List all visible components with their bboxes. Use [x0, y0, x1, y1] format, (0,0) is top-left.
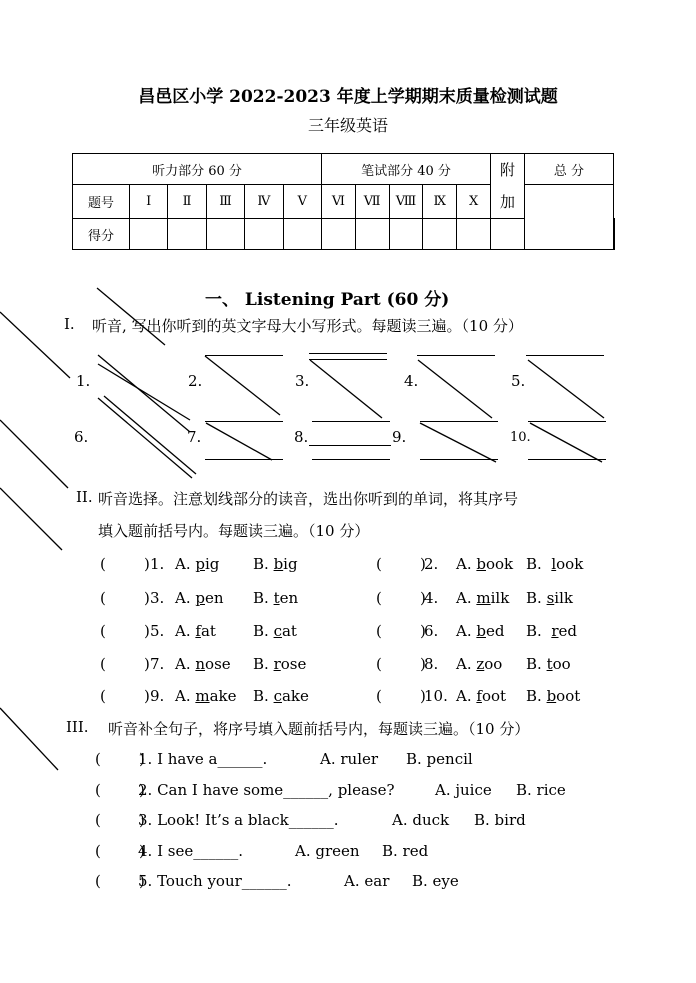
question-number: 2.: [424, 555, 439, 573]
option-b[interactable]: [526, 655, 571, 673]
option-b[interactable]: [526, 589, 573, 607]
score-table: [72, 153, 615, 250]
option-b[interactable]: [526, 622, 577, 640]
answer-paren[interactable]: ( ): [95, 750, 145, 768]
answer-blank[interactable]: [309, 444, 391, 446]
option-a-prefix: A.: [175, 687, 196, 705]
part3-instruction: 听音补全句子，将序号填入题前括号内，每题读三遍。（10 分）: [108, 720, 530, 738]
option-a-underlined: m: [476, 589, 491, 607]
option-b-prefix: B.: [253, 687, 274, 705]
option-b-prefix: B.: [526, 655, 547, 673]
section-listening-heading: 一、 Listening Part (60 分): [205, 290, 450, 310]
option-b[interactable]: [253, 687, 309, 705]
option-a[interactable]: [456, 622, 504, 640]
option-a-underlined: b: [476, 622, 486, 640]
option-a[interactable]: [456, 655, 502, 673]
question-sentence: 5. Touch your______.: [138, 872, 292, 890]
option-b[interactable]: [526, 687, 580, 705]
option-a-prefix: A.: [175, 589, 196, 607]
extra-score-cell[interactable]: [614, 219, 615, 250]
option-a[interactable]: [175, 655, 231, 673]
option-b-rest: ake: [281, 687, 309, 705]
option-b[interactable]: B. eye: [412, 872, 459, 890]
option-b-rest: ilk: [554, 589, 573, 607]
option-a-rest: ose: [205, 655, 231, 673]
option-a-underlined: b: [476, 555, 486, 573]
extra-header: [491, 154, 525, 219]
row-label-number: 题号: [73, 185, 130, 219]
item-number: 10.: [510, 430, 531, 445]
option-a-rest: ook: [485, 555, 514, 573]
answer-paren[interactable]: ( ): [95, 811, 145, 829]
option-b[interactable]: B. rice: [516, 781, 566, 799]
answer-blank[interactable]: [528, 420, 606, 422]
option-b-rest: ed: [558, 622, 577, 640]
option-b-rest: ook: [556, 555, 584, 573]
option-b[interactable]: [253, 655, 306, 673]
option-b-underlined: r: [551, 622, 559, 640]
item-number: 4.: [404, 372, 419, 390]
col-numeral: Ⅹ: [457, 185, 491, 219]
option-a-underlined: p: [195, 589, 205, 607]
question-number: 1.: [150, 555, 165, 573]
option-a-underlined: f: [476, 687, 482, 705]
option-a[interactable]: [456, 589, 509, 607]
option-a-prefix: A.: [456, 687, 477, 705]
option-a-rest: at: [200, 622, 216, 640]
row-label-score: 得分: [73, 219, 130, 250]
answer-blank[interactable]: [526, 354, 604, 356]
option-b-underlined: b: [546, 687, 557, 705]
option-b[interactable]: B. red: [382, 842, 429, 860]
option-a-underlined: z: [476, 655, 485, 673]
part2-instruction-line1: 听音选择。注意划线部分的读音，选出你听到的单词，将其序号: [98, 490, 519, 508]
answer-paren[interactable]: ( ): [95, 781, 145, 799]
option-a[interactable]: [456, 555, 513, 573]
option-a-prefix: A.: [456, 622, 477, 640]
part2-label: II.: [76, 488, 93, 506]
answer-blank[interactable]: [312, 420, 390, 422]
option-a[interactable]: [175, 555, 219, 573]
col-numeral: Ⅰ: [130, 185, 168, 219]
option-a-underlined: p: [195, 555, 205, 573]
col-numeral: Ⅴ: [283, 185, 321, 219]
answer-paren[interactable]: ( ): [95, 842, 145, 860]
score-cell[interactable]: [245, 219, 283, 250]
option-b-prefix: B.: [526, 555, 552, 573]
option-b-rest: ose: [280, 655, 307, 673]
answer-paren[interactable]: ( ): [100, 622, 150, 640]
exam-subtitle: 三年级英语: [307, 116, 388, 135]
option-a[interactable]: A. juice: [435, 781, 492, 799]
part2-instruction-line2: 填入题前括号内。每题读三遍。（10 分）: [98, 522, 370, 540]
answer-blank[interactable]: [417, 354, 495, 356]
score-cell[interactable]: [389, 219, 423, 250]
col-numeral: Ⅲ: [206, 185, 244, 219]
option-b-underlined: s: [546, 589, 555, 607]
question-number: 7.: [150, 655, 165, 673]
option-b-underlined: l: [551, 555, 557, 573]
part3-label: III.: [66, 718, 89, 736]
answer-paren[interactable]: ( ): [100, 589, 150, 607]
option-a[interactable]: A. ruler: [320, 750, 379, 768]
option-a-rest: en: [204, 589, 224, 607]
total-header: 总 分: [525, 154, 614, 185]
score-cell[interactable]: [206, 219, 244, 250]
item-number: 2.: [188, 372, 203, 390]
question-number: 9.: [150, 687, 165, 705]
total-score-cell[interactable]: [525, 185, 614, 250]
answer-paren[interactable]: ( ): [376, 687, 426, 705]
extra-label: 附 加: [499, 161, 515, 211]
col-numeral: Ⅸ: [423, 185, 457, 219]
option-a-rest: ed: [485, 622, 505, 640]
exam-title: 昌邑区小学 2022-2023 年度上学期期末质量检测试题: [138, 87, 558, 107]
option-a-rest: ake: [209, 687, 237, 705]
answer-paren[interactable]: ( ): [100, 555, 150, 573]
option-b-prefix: B.: [253, 589, 274, 607]
option-a[interactable]: [175, 687, 237, 705]
item-number: 6.: [74, 428, 89, 446]
answer-blank[interactable]: [205, 420, 283, 422]
answer-blank[interactable]: [205, 458, 283, 460]
option-a-prefix: A.: [456, 589, 477, 607]
option-b-underlined: t: [546, 655, 553, 673]
option-a-rest: oot: [481, 687, 507, 705]
score-cell[interactable]: [283, 219, 321, 250]
question-sentence: 3. Look! It’s a black______.: [138, 811, 339, 829]
answer-blank[interactable]: [205, 354, 283, 356]
option-a[interactable]: [175, 589, 224, 607]
option-b-prefix: B.: [526, 589, 547, 607]
item-number: 9.: [392, 428, 407, 446]
answer-blank[interactable]: [528, 458, 606, 460]
option-b-underlined: t: [273, 589, 280, 607]
answer-paren[interactable]: ( ): [376, 555, 426, 573]
option-a[interactable]: A. duck: [392, 811, 450, 829]
answer-paren[interactable]: ( ): [95, 872, 145, 890]
question-sentence: 1. I have a______.: [138, 750, 268, 768]
option-a-underlined: m: [195, 687, 210, 705]
option-b[interactable]: [526, 555, 583, 573]
item-number: 3.: [295, 372, 310, 390]
option-a[interactable]: A. green: [295, 842, 360, 860]
question-number: 5.: [150, 622, 165, 640]
question-number: 4.: [424, 589, 439, 607]
option-b[interactable]: [253, 622, 297, 640]
option-b-rest: at: [281, 622, 297, 640]
answer-paren[interactable]: ( ): [376, 589, 426, 607]
option-a-underlined: n: [195, 655, 206, 673]
answer-blank[interactable]: [420, 420, 498, 422]
option-b-underlined: c: [273, 622, 282, 640]
question-number: 6.: [424, 622, 439, 640]
option-b-prefix: B.: [526, 687, 547, 705]
question-number: 10.: [424, 687, 448, 705]
question-sentence: 2. Can I have some______, please?: [138, 781, 395, 799]
option-a[interactable]: [175, 622, 216, 640]
option-a[interactable]: [456, 687, 506, 705]
question-number: 3.: [150, 589, 165, 607]
option-b-underlined: c: [273, 687, 282, 705]
option-a-prefix: A.: [175, 555, 196, 573]
option-a-rest: oo: [484, 655, 503, 673]
option-b[interactable]: [253, 555, 298, 573]
option-b-rest: en: [279, 589, 299, 607]
item-number: 5.: [511, 372, 526, 390]
col-numeral: Ⅶ: [355, 185, 389, 219]
listening-header: 听力部分 60 分: [73, 154, 322, 185]
item-number: 8.: [294, 428, 309, 446]
item-number: 1.: [76, 372, 91, 390]
score-cell[interactable]: [322, 219, 356, 250]
option-a-rest: ig: [204, 555, 220, 573]
answer-blank[interactable]: [309, 352, 387, 354]
answer-paren[interactable]: ( ): [100, 655, 150, 673]
score-cell[interactable]: [130, 219, 168, 250]
col-numeral: Ⅳ: [245, 185, 283, 219]
answer-paren[interactable]: ( ): [100, 687, 150, 705]
question-sentence: 4. I see______.: [138, 842, 243, 860]
option-a-prefix: A.: [456, 555, 477, 573]
col-numeral: Ⅷ: [389, 185, 423, 219]
score-cell[interactable]: [457, 219, 491, 250]
option-b-prefix: B.: [253, 555, 274, 573]
option-b[interactable]: [253, 589, 298, 607]
option-a-prefix: A.: [175, 622, 196, 640]
option-a-prefix: A.: [456, 655, 477, 673]
option-a-underlined: f: [195, 622, 201, 640]
option-b-rest: oot: [556, 687, 581, 705]
option-b-prefix: B.: [253, 655, 274, 673]
col-numeral: Ⅱ: [168, 185, 206, 219]
score-cell[interactable]: [168, 219, 206, 250]
option-a-rest: ilk: [490, 589, 510, 607]
option-a-prefix: A.: [175, 655, 196, 673]
option-a[interactable]: A. ear: [344, 872, 390, 890]
writing-header: 笔试部分 40 分: [322, 154, 491, 185]
option-b-rest: ig: [283, 555, 298, 573]
option-b-underlined: r: [273, 655, 281, 673]
option-b[interactable]: B. pencil: [406, 750, 473, 768]
option-b[interactable]: B. bird: [474, 811, 526, 829]
answer-paren[interactable]: ( ): [376, 622, 426, 640]
option-b-underlined: b: [273, 555, 284, 573]
part1-instruction: 听音, 写出你听到的英文字母大小写形式。每题读三遍。（10 分）: [92, 317, 523, 335]
score-cell[interactable]: [491, 219, 525, 250]
question-number: 8.: [424, 655, 439, 673]
answer-blank[interactable]: [309, 358, 387, 360]
score-cell[interactable]: [355, 219, 389, 250]
option-b-prefix: B.: [526, 622, 552, 640]
col-numeral: Ⅵ: [322, 185, 356, 219]
item-number: 7.: [187, 428, 202, 446]
answer-blank[interactable]: [312, 458, 390, 460]
answer-paren[interactable]: ( ): [376, 655, 426, 673]
answer-blank[interactable]: [420, 458, 498, 460]
part1-label: I.: [64, 315, 75, 333]
option-b-rest: oo: [552, 655, 571, 673]
option-b-prefix: B.: [253, 622, 274, 640]
score-cell[interactable]: [423, 219, 457, 250]
